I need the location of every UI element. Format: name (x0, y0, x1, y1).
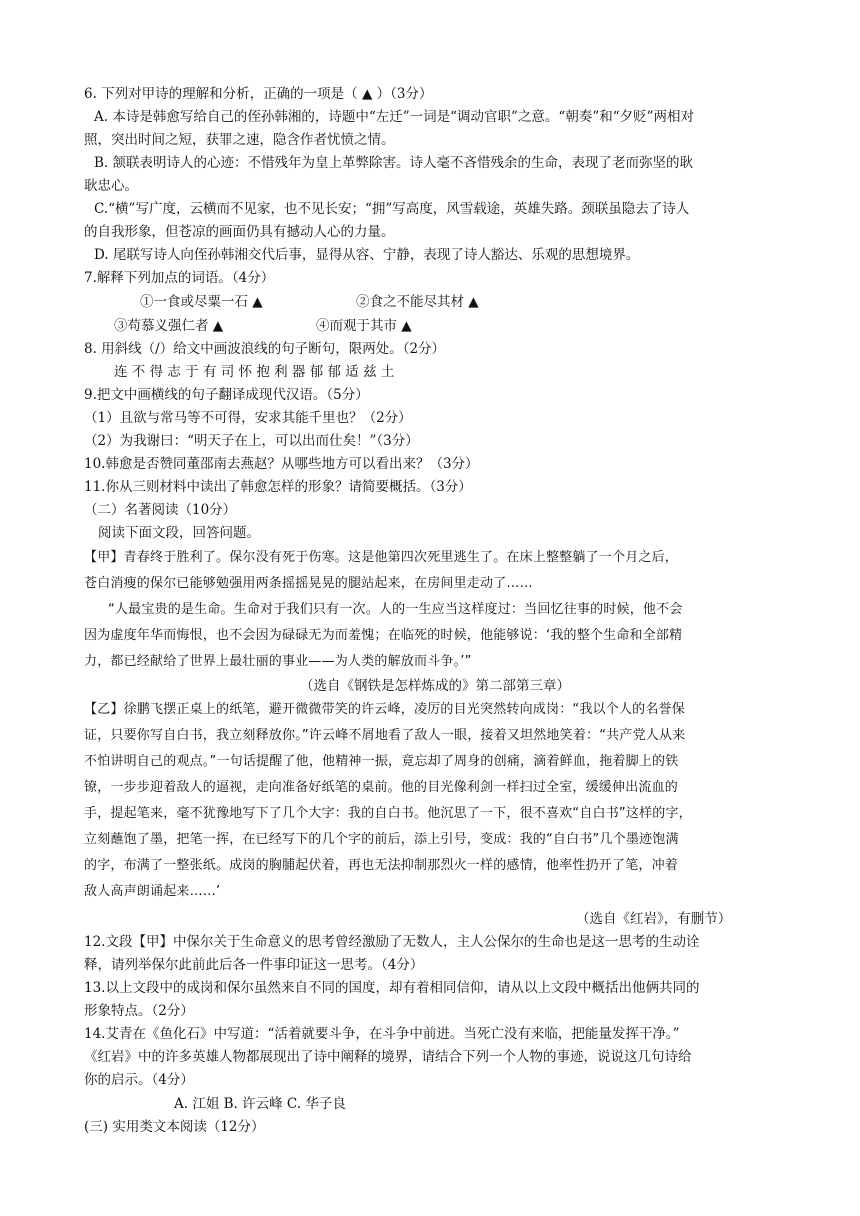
q9-stem: 9.把文中画横线的句子翻译成现代汉语。（5分） (84, 387, 369, 403)
q7-item-3: ③苟慕义强仁者 ▲ (114, 318, 224, 334)
passage-yi-line8: 敌人高声朗诵起来……’ (84, 884, 221, 899)
q14-options: A. 江姐 B. 许云峰 C. 华子良 (174, 1096, 346, 1112)
q6-option-c-line1: C.“横”写广度，云横而不见家，也不见长安；“拥”写高度，风雪载途，英雄失路。颈联虽隐去了诗人 (94, 201, 690, 217)
section-3-title: (三) 实用类文本阅读（12分） (84, 1119, 265, 1135)
q6-stem: 6. 下列对甲诗的理解和分析，正确的一项是（ ▲ ）（3分） (84, 86, 433, 102)
passage-jia-line2: 苍白消瘦的保尔已能够勉强用两条摇摇晃晃的腿站起来，在房间里走动了…… (84, 576, 533, 591)
passage-yi-source: （选自《红岩》，有删节） (576, 911, 732, 927)
passage-yi-line6: 立刻蘸饱了墨，把笔一挥，在已经写下的几个字的前后，添上引号，变成：我的“自白书”几个墨迹饱满 (84, 832, 679, 847)
q14-line3: 你的启示。（4分） (84, 1072, 194, 1088)
q12-line1: 12.文段【甲】中保尔关于生命意义的思考曾经激励了无数人，主人公保尔的生命也是这一思考的生动诠 (84, 934, 700, 950)
passage-jia-line5: 力，都已经献给了世界上最壮丽的事业——为人类的解放而斗争。’” (84, 654, 472, 669)
q14-line1: 14.艾青在《鱼化石》中写道：“活着就要斗争，在斗争中前进。当死亡没有来临，把能量发挥干净。” (84, 1026, 680, 1042)
q7-item-4: ④而观于其市 ▲ (316, 318, 412, 334)
passage-jia-line1: 【甲】青春终于胜利了。保尔没有死于伤寒。这是他第四次死里逃生了。在床上整整躺了一个月之后， (84, 550, 679, 565)
q13-line2: 形象特点。（2分） (84, 1003, 194, 1019)
q10: 10.韩愈是否赞同董邵南去燕赵？从哪些地方可以看出来？（3分） (84, 456, 479, 472)
q6-option-c-line2: 的自我形象，但苍凉的画面仍具有撼动人心的力量。 (84, 224, 395, 240)
q7-stem: 7.解释下列加点的词语。（4分） (84, 270, 275, 286)
passage-yi-line3: 不怕讲明自己的观点。”一句话提醒了他，他精神一振，竟忘却了周身的创痛，滴着鲜血，拖着脚上的铁 (84, 754, 679, 769)
q6-option-b-line2: 耿忠心。 (84, 178, 138, 194)
passage-yi-line2: 证，只要你写自白书，我立刻释放你。”许云峰不屑地看了敌人一眼，接着又坦然地笑着：“共产党人从来 (84, 728, 686, 743)
q9-sentence-1: （1）且欲与常马等不可得，安求其能千里也？（2分） (84, 410, 412, 426)
passage-jia-source: （选自《钢铁是怎样炼成的》第二部第三章） (300, 678, 570, 694)
q8-sentence: 连 不 得 志 于 有 司 怀 抱 利 器 郁 郁 适 兹 土 (114, 364, 395, 380)
q14-line2: 《红岩》中的许多英雄人物都展现出了诗中阐释的境界，请结合下列一个人物的事迹，说说这几句诗给 (84, 1049, 692, 1065)
section-2-title: （二）名著阅读（10分） (84, 502, 237, 518)
q6-option-b-line1: B. 颔联表明诗人的心迹：不惜残年为皇上革弊除害。诗人毫不吝惜残余的生命，表现了老而弥坚的耿 (94, 155, 694, 171)
q12-line2: 释，请列举保尔此前此后各一件事印证这一思考。（4分） (84, 957, 424, 973)
q7-item-2: ②食之不能尽其材 ▲ (356, 294, 479, 310)
q6-option-d: D. 尾联写诗人向侄孙韩湘交代后事，显得从容、宁静，表现了诗人豁达、乐观的思想境界。 (94, 247, 640, 263)
passage-jia-line3: “人最宝贵的是生命。生命对于我们只有一次。人的一生应当这样度过：当回忆往事的时候，他不会 (108, 602, 683, 617)
q6-option-a-line1: A. 本诗是韩愈写给自己的侄孙韩湘的，诗题中“左迁”一词是“调动官职”之意。“朝奏”和“夕贬”两相对 (94, 109, 695, 125)
passage-jia-line4: 因为虚度年华而悔恨，也不会因为碌碌无为而羞愧；在临死的时候，他能够说：‘我的整个生命和全部精 (84, 628, 683, 643)
q6-option-a-line2: 照，突出时间之短，获罪之速，隐含作者忧愤之情。 (84, 132, 395, 148)
section-2-instruction: 阅读下面文段，回答问题。 (98, 525, 260, 541)
passage-yi-line1: 【乙】徐鹏飞摆正桌上的纸笔，避开微微带笑的许云峰，凌厉的目光突然转向成岗：“我以个人的名誉保 (84, 702, 685, 717)
q7-item-1: ①一食或尽粟一石 ▲ (140, 294, 263, 310)
q11: 11.你从三则材料中读出了韩愈怎样的形象？请简要概括。（3分） (84, 479, 472, 495)
q13-line1: 13.以上文段中的成岗和保尔虽然来自不同的国度，却有着相同信仰，请从以上文段中概括出他俩共同的 (84, 980, 700, 996)
q8-stem: 8. 用斜线（/）给文中画波浪线的句子断句，限两处。（2分） (84, 341, 446, 357)
q9-sentence-2: （2）为我谢曰：“明天子在上，可以出而仕矣！”（3分） (84, 433, 419, 449)
passage-yi-line4: 镣，一步步迎着敌人的逼视，走向准备好纸笔的桌前。他的目光像利剑一样扫过全室，缓缓伸出流血的 (84, 780, 679, 795)
passage-yi-line5: 手，提起笔来，毫不犹豫地写下了几个大字：我的自白书。他沉思了一下，很不喜欢“自白书”这样的字， (84, 806, 692, 821)
passage-yi-line7: 的字，布满了一整张纸。成岗的胸脯起伏着，再也无法抑制那烈火一样的感情，他率性扔开了笔，冲着 (84, 858, 679, 873)
